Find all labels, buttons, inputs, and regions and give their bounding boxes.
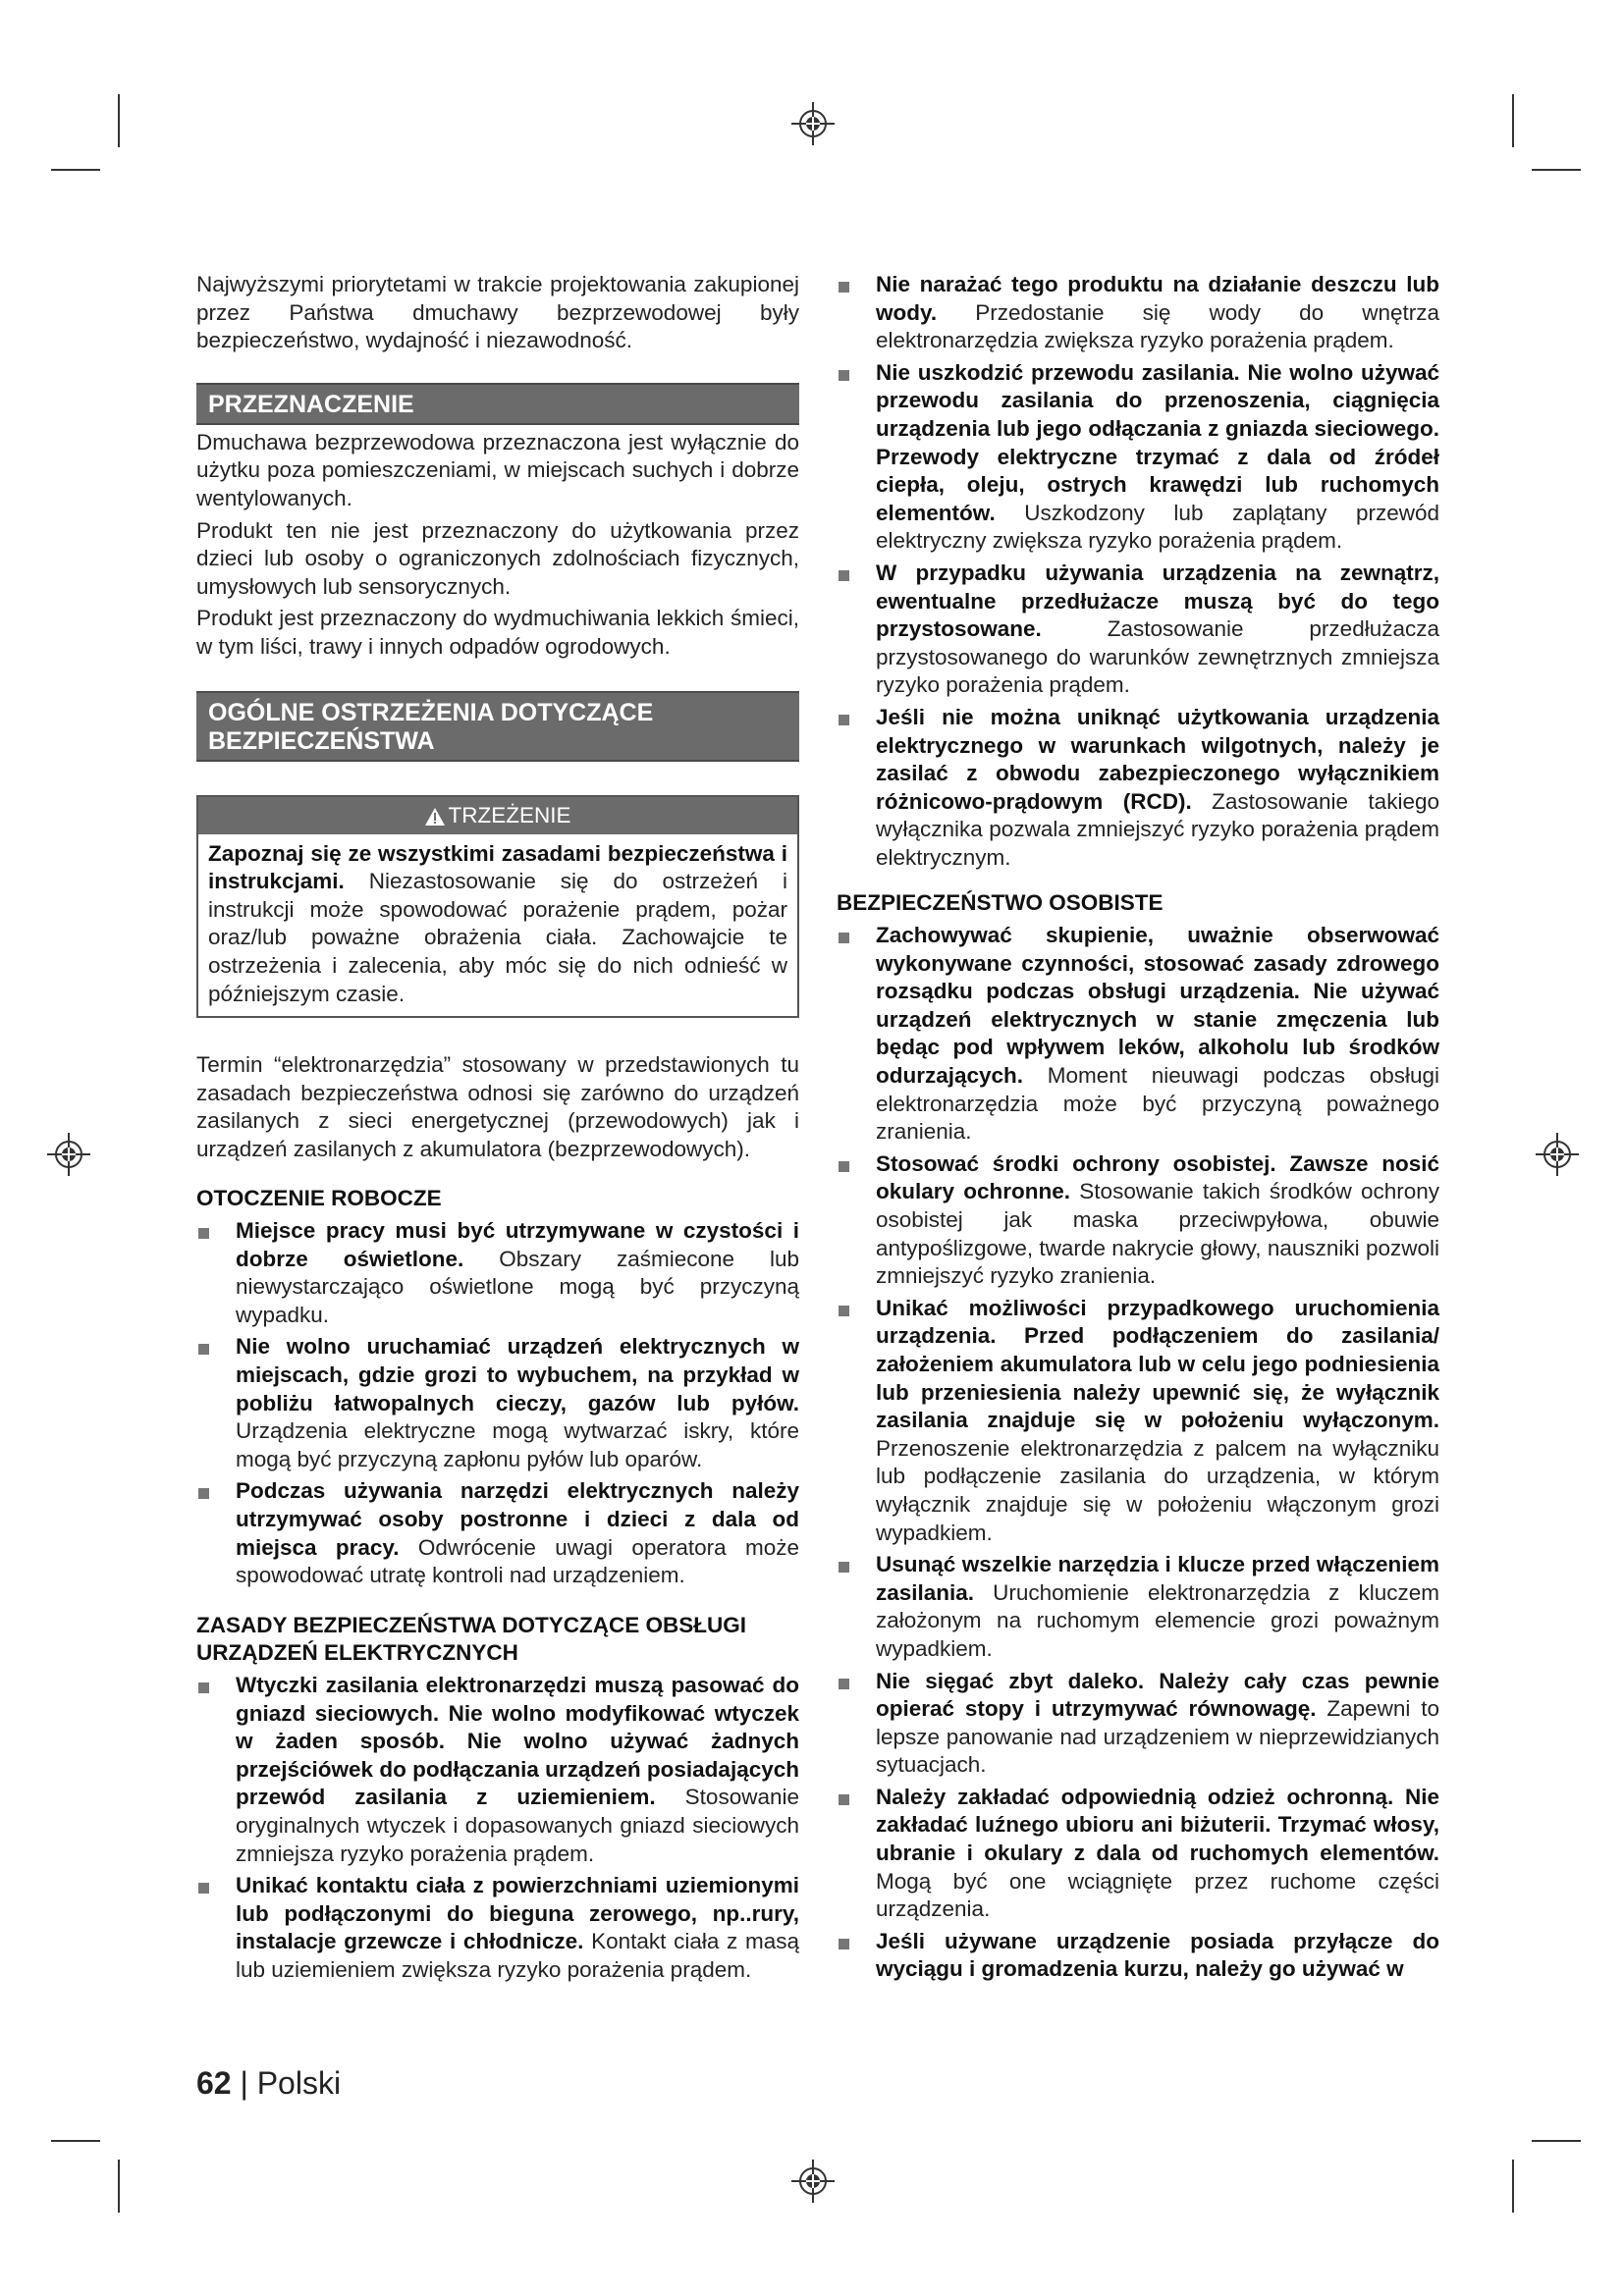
list-item: W przypadku używania urządzenia na zewnątrz, ewentualne przedłużacze muszą być do tego przystosowane. Zastosowanie przedłużacza przystosowanego do warunków zewnętrznych zmniejsza ryzyko porażenia prądem. [837, 560, 1439, 700]
left-column [196, 271, 799, 1989]
term-paragraph: Termin “elektronarzędzia” stosowany w przedstawionych tu zasadach bezpieczeństwa odnosi się zarówno do urządzeń zasilanych z sieci energetycznej (przewodowych) jak i urządzeń zasilanych z akumulatora (bezprzewodowych). [196, 1052, 799, 1161]
electrical-heading [196, 1612, 799, 1668]
crop-mark [1512, 2160, 1514, 2213]
crop-mark [118, 94, 120, 147]
warning-box-bold: Zapoznaj się ze wszystkimi zasadami bezpieczeństwa i instrukcjami. [208, 840, 787, 894]
personal-safety-list [837, 922, 1439, 1984]
list-item: Nie wolno uruchamiać urządzeń elektrycznych w miejscach, gdzie grozi to wybuchem, na przykład w pobliżu łatwopalnych cieczy, gazów lub pyłów. Urządzenia elektryczne mogą wytwarzać iskry, które mogą być przyczyną zapłonu pyłów lub oparów. [196, 1333, 799, 1473]
crop-mark [118, 2160, 120, 2213]
right-column [837, 271, 1439, 1988]
general-warnings-heading [196, 691, 799, 762]
warning-box-title: TRZEŻENIE [448, 802, 571, 828]
warning-box-header [198, 797, 797, 834]
purpose-heading: PRZEZNACZENIE [196, 383, 799, 425]
crop-mark [1532, 2140, 1581, 2142]
general-warnings-heading-line1: OGÓLNE OSTRZEŻENIA DOTYCZĄCE [208, 698, 654, 726]
list-item: Nie narażać tego produktu na działanie deszczu lub wody. Przedostanie się wody do wnętrza elektronarzędzia zwiększa ryzyko porażenia prądem. [837, 271, 1439, 355]
list-item: Nie sięgać zbyt daleko. Należy cały czas pewnie opierać stopy i utrzymywać równowagę. Zapewni to lepsze panowanie nad urządzeniem w nieprzewidzianych sytuacjach. [837, 1668, 1439, 1780]
electrical-list-continued [837, 271, 1439, 872]
list-item: Usunąć wszelkie narzędzia i klucze przed włączeniem zasilania. Uruchomienie elektronarzędzia z kluczem założonym na ruchomym elemencie grozi poważnym wypadkiem. [837, 1551, 1439, 1663]
registration-mark-icon [791, 2160, 835, 2203]
electrical-list [196, 1672, 799, 1985]
page-number: 62 [196, 2065, 232, 2101]
list-item: Należy zakładać odpowiednią odzież ochronną. Nie zakładać luźnego ubioru ani biżuterii. Trzymać włosy, ubranie i okulary z dala od ruchomych elementów. Mogą być one wciągnięte przez ruchome części urządzenia. [837, 1784, 1439, 1924]
footer-separator: | [240, 2065, 248, 2101]
crop-mark [1512, 94, 1514, 147]
electrical-heading-line2: URZĄDZEŃ ELEKTRYCZNYCH [196, 1640, 518, 1666]
registration-mark-icon [1536, 1133, 1579, 1176]
footer-language: Polski [256, 2065, 342, 2101]
warning-triangle-icon [424, 807, 446, 827]
general-warnings-heading-line2: BEZPIECZEŃSTWA [208, 726, 435, 755]
crop-mark [51, 2140, 100, 2142]
page-footer [196, 2065, 341, 2102]
registration-mark-icon [791, 102, 835, 145]
warning-box-text: Niezastosowanie się do ostrzeżeń i instrukcji może spowodować porażenie prądem, pożar oraz/lub poważne obrażenia ciała. Zachowajcie te ostrzeżenia i zalecenia, aby móc się do nich odnieść w późniejszym czasie. [208, 869, 787, 1006]
list-item: Zachowywać skupienie, uważnie obserwować wykonywane czynności, stosować zasady zdrowego rozsądku podczas obsługi urządzenia. Nie używać urządzeń elektrycznych w stanie zmęczenia lub będąc pod wpływem leków, alkoholu lub środków odurzających. Moment nieuwagi podczas obsługi elektronarzędzia może być przyczyną poważnego zranienia. [837, 922, 1439, 1147]
intro-paragraph: Najwyższymi priorytetami w trakcie projektowania zakupionej przez Państwa dmuchawy bezprzewodowej były bezpieczeństwo, wydajność i niezawodność. [196, 272, 799, 353]
crop-mark [51, 169, 100, 171]
purpose-paragraph: Produkt jest przeznaczony do wydmuchiwania lekkich śmieci, w tym liści, trawy i innych odpadów ogrodowych. [196, 606, 799, 659]
warning-box [196, 795, 799, 1019]
purpose-paragraph: Produkt ten nie jest przeznaczony do użytkowania przez dzieci lub osoby o ograniczonych zdolnościach fizycznych, umysłowych lub sensorycznych. [196, 517, 799, 599]
work-env-heading: OTOCZENIE ROBOCZE [196, 1186, 442, 1211]
list-item: Podczas używania narzędzi elektrycznych należy utrzymywać osoby postronne i dzieci z dala od miejsca pracy. Odwrócenie uwagi operatora może spowodować utratę kontroli nad urządzeniem. [196, 1477, 799, 1589]
purpose-paragraph: Dmuchawa bezprzewodowa przeznaczona jest wyłącznie do użytku poza pomieszczeniami, w miejscach suchych i dobrze wentylowanych. [196, 429, 799, 510]
list-item: Unikać kontaktu ciała z powierzchniami uziemionymi lub podłączonymi do bieguna zerowego, np..rury, instalacje grzewcze i chłodnicze. Kontakt ciała z masą lub uziemieniem zwiększa ryzyko porażenia prądem. [196, 1872, 799, 1984]
list-item: Jeśli używane urządzenie posiada przyłącze do wyciągu i gromadzenia kurzu, należy go używać w [837, 1928, 1439, 1984]
crop-mark [1532, 169, 1581, 171]
list-item: Nie uszkodzić przewodu zasilania. Nie wolno używać przewodu zasilania do przenoszenia, ciągnięcia urządzenia lub jego odłączania z gniazda sieciowego. Przewody elektryczne trzymać z dala od źródeł ciepła, oleju, ostrych krawędzi lub ruchomych elementów. Uszkodzony lub zaplątany przewód elektryczny zwiększa ryzyko porażenia prądem. [837, 359, 1439, 556]
list-item: Jeśli nie można uniknąć użytkowania urządzenia elektrycznego w warunkach wilgotnych, należy je zasilać z obwodu zabezpieczonego wyłącznikiem różnicowo-prądowym (RCD). Zastosowanie takiego wyłącznika pozwala zmniejszyć ryzyko porażenia prądem elektrycznym. [837, 704, 1439, 873]
electrical-heading-line1: ZASADY BEZPIECZEŃSTWA DOTYCZĄCE OBSŁUGI [196, 1612, 747, 1637]
warning-box-body [198, 834, 797, 1017]
work-env-list [196, 1217, 799, 1590]
list-item: Stosować środki ochrony osobistej. Zawsze nosić okulary ochronne. Stosowanie takich środków ochrony osobistej jak maska przeciwpyłowa, obuwie antypoślizgowe, twarde nakrycie głowy, nauszniki pozwoli zmniejszyć ryzyko zranienia. [837, 1150, 1439, 1291]
list-item: Miejsce pracy musi być utrzymywane w czystości i dobrze oświetlone. Obszary zaśmiecone lub niewystarczająco oświetlone mogą być przyczyną wypadku. [196, 1217, 799, 1329]
personal-safety-heading: BEZPIECZEŃSTWO OSOBISTE [837, 890, 1164, 916]
registration-mark-icon [47, 1133, 90, 1176]
list-item: Unikać możliwości przypadkowego uruchomienia urządzenia. Przed podłączeniem do zasilania/ założeniem akumulatora lub w celu jego podniesienia lub przeniesienia należy upewnić się, że wyłącznik zasilania znajduje się w położeniu wyłączonym. Przenoszenie elektronarzędzia z palcem na wyłączniku lub podłączenie zasilania do urządzenia, w którym wyłącznik znajduje się w położeniu włączonym grozi wypadkiem. [837, 1295, 1439, 1547]
list-item: Wtyczki zasilania elektronarzędzi muszą pasować do gniazd sieciowych. Nie wolno modyfikować wtyczek w żaden sposób. Nie wolno używać żadnych przejściówek do podłączania urządzeń posiadających przewód zasilania z uziemieniem. Stosowanie oryginalnych wtyczek i dopasowanych gniazd sieciowych zmniejsza ryzyko porażenia prądem. [196, 1672, 799, 1868]
